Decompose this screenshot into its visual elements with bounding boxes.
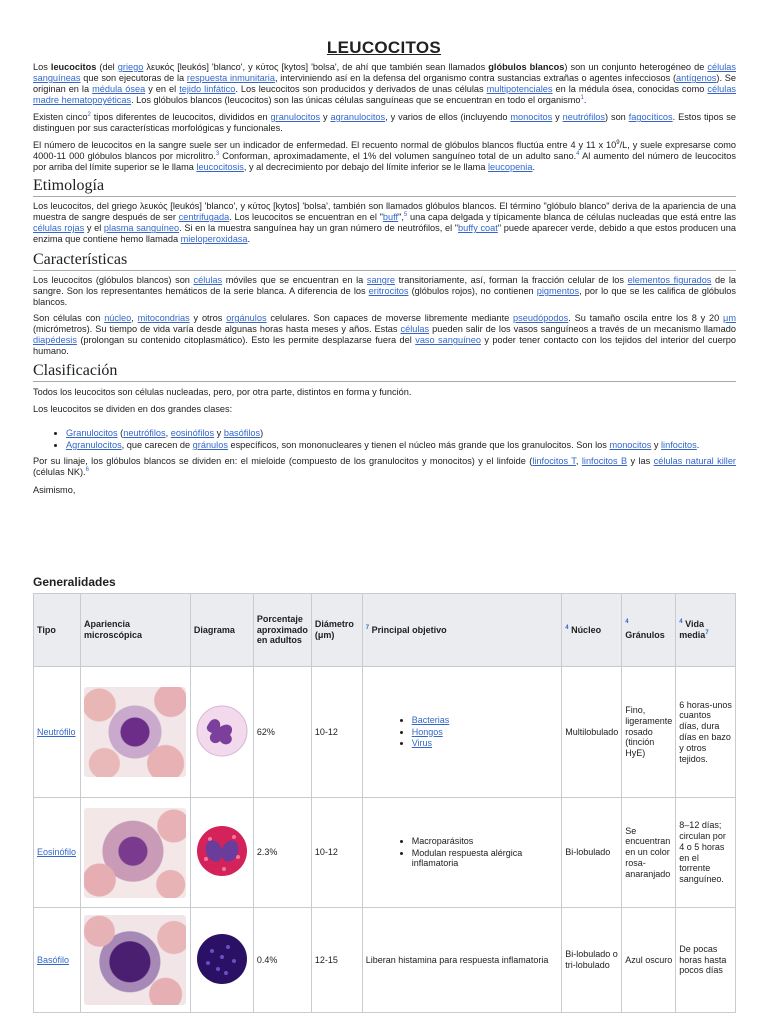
text: . Los leucocitos son producidos y derivados de unas células [235, 84, 487, 95]
link-celulas-madre[interactable]: células madre hematopoyéticas [33, 84, 737, 106]
link-organulos[interactable]: orgánulos [226, 313, 267, 323]
link-neutrofilo[interactable]: Neutrófilo [37, 726, 76, 737]
reference-link[interactable]: 7 [365, 624, 370, 631]
clasificacion-paragraph-1: Todos los leucocitos son células nucleadas, pero, por otra parte, distintos en forma y función. [33, 387, 412, 397]
intro-paragraph-3 [33, 140, 736, 173]
text: , y varios de ellos (incluyendo [385, 112, 511, 123]
text: Por su linaje, los glóbulos blancos se dividen en: el mieloide (compuesto de los granulocitos y monocitos) y el linfoide ( [33, 456, 533, 466]
cell-tipo [34, 908, 81, 1013]
text: una capa delgada y típicamente blanca de células nucleadas que está entre las [407, 212, 736, 223]
table-row-basofilo [34, 908, 736, 1013]
cell-granulos: Se encuentran en un color rosa-anaranjado [622, 798, 676, 908]
header-granulos-label: Gránulos [625, 630, 665, 640]
reference-link[interactable]: 6 [85, 467, 89, 474]
header-objetivo [362, 594, 562, 667]
link-celulas[interactable]: células [193, 275, 223, 285]
link-granulocitos-2[interactable]: Granulocitos [66, 428, 118, 438]
text: . Si en la muestra sanguínea hay un gran número de neutrófilos, el " [179, 223, 459, 234]
link-bacterias[interactable]: Bacterias [411, 714, 450, 725]
reference-link[interactable]: 4 [576, 151, 580, 158]
link-neutrofilos-2[interactable]: neutrófilos [123, 428, 166, 438]
reference-link[interactable]: 5 [403, 212, 408, 219]
cell-porcentaje: 0.4% [253, 908, 311, 1013]
text: , que carecen de [121, 440, 193, 451]
cell-porcentaje: 2.3% [253, 798, 311, 908]
header-diametro: Diámetro (μm) [311, 594, 362, 667]
list-item [412, 715, 559, 726]
text: . Los glóbulos blancos (leucocitos) son las únicas células sanguíneas que se encuentran en todo el organismo [131, 95, 581, 106]
link-buffy-coat[interactable]: buffy coat [458, 223, 498, 234]
link-fagociticos[interactable]: fagocíticos [628, 112, 673, 123]
header-vida-label: Vida media [679, 619, 706, 640]
neutrophil-diagram[interactable] [194, 703, 250, 759]
link-granulocitos[interactable]: granulocitos [270, 112, 321, 123]
link-neutrofilos[interactable]: neutrófilos [562, 112, 606, 123]
link-centrifugada[interactable]: centrifugada [178, 212, 230, 223]
intro-paragraph-2 [33, 112, 736, 134]
list-item-granulocitos [66, 428, 756, 439]
list-item [412, 738, 559, 749]
link-celulas-rojas[interactable]: células rojas [33, 223, 85, 234]
link-eosinofilos[interactable]: eosinófilos [170, 428, 215, 438]
text: ) son [605, 112, 629, 123]
intro-paragraph-1 [33, 62, 736, 106]
header-nucleo-label: Núcleo [568, 624, 602, 635]
text: , por lo que se les califica de glóbulos blancos. [33, 286, 737, 308]
page-title: LEUCOCITOS [326, 38, 442, 57]
list-item-agranulocitos [66, 440, 756, 451]
link-sangre[interactable]: sangre [366, 275, 395, 285]
heading-clasificacion: Clasificación [33, 361, 736, 382]
text: (prolongan su contenido citoplasmático). Esto les permite desplazarse fuera del [76, 335, 416, 346]
link-agranulocitos[interactable]: agranulocitos [330, 112, 386, 123]
cell-granulos: Fino, ligeramente rosado (tinción HyE) [622, 667, 676, 798]
cell-nucleo: Bi-lobulado [562, 798, 622, 908]
link-buff[interactable]: buff [382, 212, 399, 223]
text: /L, y suele expresarse como 4000-11 000 glóbulos blancos por microlitro. [33, 140, 736, 162]
clases-list [52, 427, 756, 452]
link-eritrocitos[interactable]: eritrocitos [368, 286, 409, 297]
objetivo-list [396, 715, 559, 749]
link-multipotenciales[interactable]: multipotenciales [486, 84, 553, 95]
reference-link[interactable]: 7 [705, 630, 709, 636]
table-row-eosinofilo [34, 798, 736, 908]
text: ( [117, 428, 124, 438]
text: Los leucocitos, del griego λευκός [leukós] 'blanco', y κύτος [kytos] 'bolsa', también son llamados glóbulos blancos. El término "glóbulo blanco" deriva de la apariencia de una muestra de sangre después de ser [33, 201, 736, 223]
clasificacion-paragraph-4: Asimismo, [33, 485, 76, 495]
link-monocitos-2[interactable]: monocitos [609, 440, 652, 451]
cell-vida: De pocas horas hasta pocos días [676, 908, 736, 1013]
clasificacion-paragraph-3 [33, 456, 736, 478]
text: y en el [145, 84, 180, 95]
text: tipos diferentes de leucocitos, divididos en [90, 112, 271, 123]
link-respuesta-inmunitaria[interactable]: respuesta inmunitaria [186, 73, 275, 84]
link-griego[interactable]: griego [117, 62, 144, 72]
link-hongos[interactable]: Hongos [411, 726, 443, 737]
cell-objetivo [362, 667, 562, 798]
objetivo-list [396, 836, 559, 869]
text: y otros [189, 313, 227, 323]
text: . [532, 162, 536, 173]
bold-term: leucocitos [50, 62, 97, 72]
etimologia-paragraph [33, 201, 736, 245]
text: de la sangre. Son los representantes hemáticos de la serie blanca. A diferencia de los [33, 275, 736, 297]
eosinophil-diagram[interactable] [194, 823, 250, 879]
text: que son ejecutoras de la [80, 73, 187, 84]
link-virus[interactable]: Virus [411, 738, 433, 749]
text: ) son un conjunto heterogéneo de [564, 62, 708, 72]
link-celulas-nk[interactable]: células natural killer [653, 456, 736, 466]
reference-link[interactable]: 1 [580, 95, 584, 102]
neutrophil-micrograph[interactable] [84, 687, 186, 777]
cell-vida: 8–12 días; circulan por 4 o 5 horas en el torrente sanguíneo. [676, 798, 736, 908]
text: y [651, 440, 662, 451]
text: Existen cinco [33, 112, 88, 123]
header-objetivo-label: Principal objetivo [369, 624, 447, 635]
link-pseudopodos[interactable]: pseudópodos [513, 313, 569, 323]
text: Al aumento del número de leucocitos por arriba del límite superior se le llama [33, 151, 737, 173]
link-diapedesis[interactable]: diapédesis [33, 335, 77, 346]
text: en la médula ósea, conocidas como [552, 84, 708, 95]
cell-objetivo [362, 798, 562, 908]
table-header-row [34, 594, 736, 667]
link-nucleo[interactable]: núcleo [104, 313, 132, 323]
header-apariencia: Apariencia microscópica [80, 594, 190, 667]
link-mitocondrias[interactable]: mitocondrias [137, 313, 190, 323]
text: y [320, 112, 331, 123]
cell-vida: 6 horas-unos cuantos días, dura días en bazo y otros tejidos. [676, 667, 736, 798]
text: . Los leucocitos se encuentran en el " [229, 212, 383, 223]
cell-porcentaje: 62% [253, 667, 311, 798]
text: Conforman, aproximadamente, el 1% del volumen sanguíneo total de un adulto sano. [219, 151, 577, 162]
text: , [575, 456, 582, 466]
text: . Su tamaño oscila entre los 8 y 20 [568, 313, 724, 323]
cell-diametro: 10-12 [311, 667, 362, 798]
link-monocitos[interactable]: monocitos [510, 112, 553, 123]
cell-nucleo: Bi-lobulado o tri-lobulado [562, 908, 622, 1013]
header-tipo: Tipo [34, 594, 81, 667]
link-basofilos[interactable]: basófilos [223, 428, 261, 438]
link-pigmentos[interactable]: pigmentos [536, 286, 580, 297]
text: λευκός [leukós] 'blanco', y κύτος [kytos] 'bolsa', de ahí que también sean llamados [143, 62, 489, 72]
header-porcentaje: Porcentaje aproximado en adultos [253, 594, 311, 667]
text: . [247, 234, 251, 245]
text: El número de leucocitos en la sangre suele ser un indicador de enfermedad. El recuento normal de glóbulos blancos fluctúa entre 4 y 11 x 10 [33, 140, 617, 151]
link-eosinofilo[interactable]: Eosinófilo [37, 847, 77, 858]
clasificacion-paragraph-2: Los leucocitos se dividen en dos grandes clases: [33, 404, 233, 414]
link-elementos-figurados[interactable]: elementos figurados [627, 275, 712, 285]
cell-objetivo: Liberan histamina para respuesta inflamatoria [362, 908, 562, 1013]
text: " puede aparecer verde, debido a que estos producen una enzima que contiene hemo llamada [33, 223, 736, 245]
cell-apariencia [80, 667, 190, 798]
cell-apariencia [80, 908, 190, 1013]
text: , [131, 313, 138, 323]
table-row-neutrofilo [34, 667, 736, 798]
list-item: • Macroparásitos [412, 836, 559, 847]
text: y [552, 112, 563, 123]
exponent: 9 [616, 140, 620, 146]
eosinophil-micrograph[interactable] [84, 808, 186, 898]
cell-tipo [34, 667, 81, 798]
text: ). Se originan en la [33, 73, 737, 95]
header-granulos [622, 594, 676, 667]
text: móviles que se encuentran en la [222, 275, 367, 285]
caracteristicas-paragraph-1 [33, 275, 736, 308]
generalidades-table [33, 593, 736, 1013]
link-plasma-sanguineo[interactable]: plasma sanguíneo [103, 223, 180, 234]
text: y poder tener contacto con los tejidos del interior del cuerpo humano. [33, 335, 737, 357]
link-linfocitos-b[interactable]: linfocitos B [581, 456, 628, 466]
heading-etimologia: Etimología [33, 176, 736, 197]
link-vaso-sanguineo[interactable]: vaso sanguíneo [415, 335, 481, 346]
text: ) [260, 428, 264, 438]
link-celulas-2[interactable]: células [400, 324, 430, 335]
text: pueden salir de los vasos sanguíneos a través de un mecanismo llamado [429, 324, 736, 335]
text: . [583, 95, 587, 106]
list-item: • Modulan respuesta alérgica inflamatoria [412, 848, 559, 870]
header-nucleo [562, 594, 622, 667]
link-micrometro[interactable]: μm [723, 313, 736, 323]
heading-caracteristicas: Características [33, 250, 736, 271]
text: Son células con [33, 313, 105, 323]
link-tejido-linfatico[interactable]: tejido linfático [179, 84, 236, 95]
text: específicos, son mononucleares y tienen el núcleo más grande que los granulocitos. Son los [227, 440, 610, 451]
header-vida [676, 594, 736, 667]
reference-link[interactable]: 4 [565, 624, 569, 631]
cell-granulos: Azul oscuro [622, 908, 676, 1013]
basophil-micrograph[interactable] [84, 915, 186, 1005]
cell-diagrama [190, 908, 253, 1013]
link-granulos[interactable]: gránulos [192, 440, 228, 451]
cell-nucleo: Multilobulado [562, 667, 622, 798]
text: ", [398, 212, 404, 223]
text: (micrómetros). Su tiempo de vida varía desde algunas horas hasta meses y años. Estas [33, 324, 401, 335]
link-leucopenia[interactable]: leucopenia [488, 162, 533, 173]
text: . [696, 440, 700, 451]
cell-diametro: 10-12 [311, 798, 362, 908]
link-linfocitos-t[interactable]: linfocitos T [532, 456, 576, 466]
text: (del [96, 62, 118, 72]
list-item [412, 727, 559, 738]
text: y el [84, 223, 104, 234]
link-celulas-sanguineas[interactable]: células sanguíneas [33, 62, 736, 84]
cell-tipo [34, 798, 81, 908]
text: . Estos tipos se distinguen por sus características morfológicas y funcionales. [33, 112, 736, 134]
basophil-diagram[interactable] [194, 931, 250, 987]
text: Los [33, 62, 51, 72]
cell-apariencia [80, 798, 190, 908]
link-mieloperoxidasa[interactable]: mieloperoxidasa [180, 234, 248, 245]
reference-link[interactable]: 4 [679, 619, 683, 626]
link-agranulocitos-2[interactable]: Agranulocitos [66, 440, 122, 451]
bold-term: glóbulos blancos [488, 62, 565, 72]
link-medula-osea[interactable]: médula ósea [92, 84, 146, 95]
reference-link[interactable]: 4 [625, 619, 629, 626]
table-caption: Generalidades [33, 575, 116, 589]
cell-diagrama [190, 798, 253, 908]
link-antigenos[interactable]: antígenos [676, 73, 717, 84]
text: celulares. Son capaces de moverse libremente mediante [266, 313, 514, 323]
reference-link[interactable]: 3 [215, 151, 220, 158]
caracteristicas-paragraph-2 [33, 313, 736, 357]
text: , y al decrecimiento por debajo del límite inferior se le llama [243, 162, 488, 173]
cell-diagrama [190, 667, 253, 798]
text: Los leucocitos (glóbulos blancos) son [33, 275, 194, 285]
reference-link[interactable]: 2 [87, 112, 91, 118]
text: , interviniendo así en la defensa del organismo contra sustancias extrañas o agentes infecciosos ( [274, 73, 677, 84]
text: y las [627, 456, 654, 466]
link-leucocitosis[interactable]: leucocitosis [196, 162, 244, 173]
cell-diametro: 12-15 [311, 908, 362, 1013]
text: (glóbulos rojos), no contienen [408, 286, 537, 297]
text: (células NK). [33, 467, 86, 478]
link-basofilo[interactable]: Basófilo [37, 954, 70, 965]
text: , [165, 428, 171, 438]
link-linfocitos[interactable]: linfocitos [661, 440, 697, 451]
text: transitoriamente, así, forman la fracción celular de los [394, 275, 628, 285]
header-diagrama: Diagrama [190, 594, 253, 667]
text: y [214, 428, 224, 438]
